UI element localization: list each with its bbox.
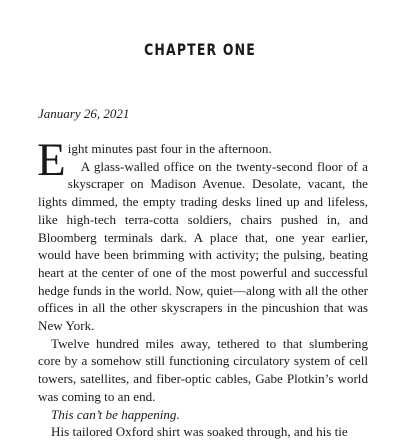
chapter-title: CHAPTER ONE	[144, 40, 256, 59]
paragraph-1-text: ight minutes past four in the afternoon.	[67, 141, 272, 156]
paragraph-2: A glass-walled office on the twenty-second floor of a skyscraper on Madison Avenue. Desolate, vacant, the lights dimmed, the empty trading desks lined up and lifeless, like high-tech terra-cotta soldiers, chairs pushed in, and Bloomberg terminals dark. A place that, one year earlier, would have been brimming with activity; the pulsing, beating heart at the center of one of the most powerful and successful hedge funds in the world. Now, quiet—along with all the other offices in all the other skyscrapers in the pincushion that was New York.	[38, 158, 368, 334]
paragraph-1	[37, 134, 368, 186]
dateline: January 26, 2021	[38, 106, 130, 121]
body-text	[37, 134, 368, 441]
paragraph-4: This can’t be happening.	[51, 406, 180, 422]
paragraph-5: His tailored Oxford shirt was soaked through, and his tie	[51, 424, 348, 440]
drop-cap: E	[37, 134, 66, 186]
paragraph-3: Twelve hundred miles away, tethered to that slumbering core by a somehow still functioning circulatory system of cell towers, satellites, and fiber-optic cables, Gabe Plotkin’s world was coming to an end.	[38, 335, 368, 404]
